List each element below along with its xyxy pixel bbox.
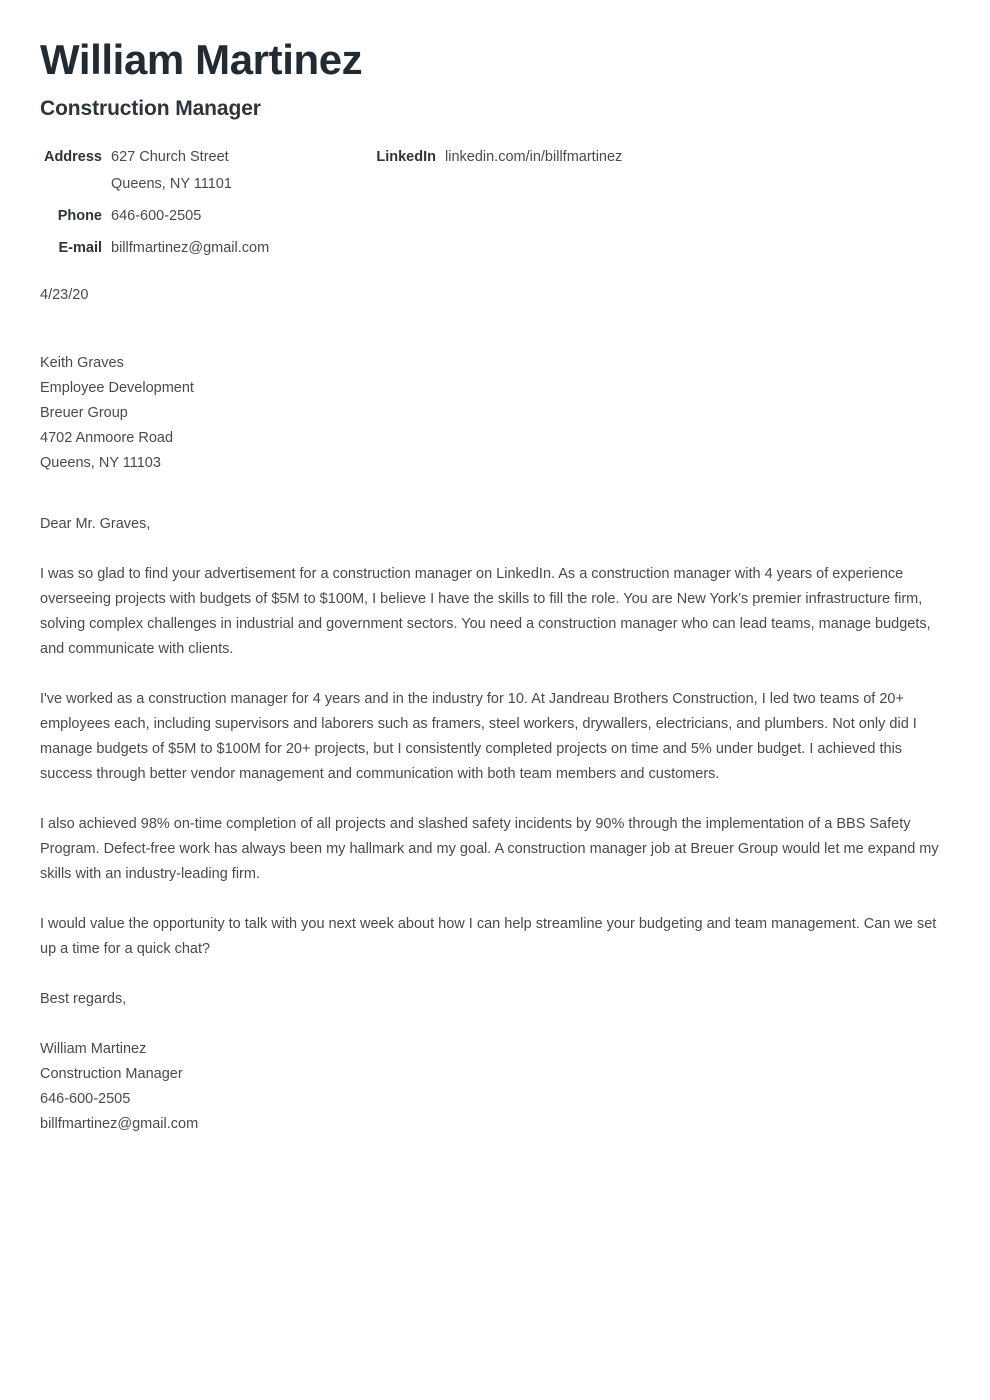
phone-label: Phone [57,208,102,225]
recipient-block [40,351,950,476]
letter-paragraph-1: I was so glad to find your advertisement for a construction manager on LinkedIn. As a construction manager with 4 years of experience overseeing projects with budgets of $5M to $100M, I believe I have the skills to fill the role. You are New York’s premier infrastructure firm, solving complex challenges in industrial and government sectors. You need a construction manager who can lead teams, manage budgets, and communicate with clients. [40,566,931,658]
contact-column-right [366,147,622,168]
phone-value: 646-600-2505 [111,208,202,225]
recipient-name: Keith Graves [40,355,124,372]
contact-row-address [40,147,366,168]
signature-job-title: Construction Manager [40,1066,183,1083]
email-value[interactable]: billfmartinez@gmail.com [111,240,270,257]
signature-name: William Martinez [40,1041,147,1058]
contact-row-address-continued [40,174,366,195]
linkedin-label: LinkedIn [376,149,436,166]
salutation: Dear Mr. Graves, [40,516,151,533]
letter-paragraph-4: I would value the opportunity to talk with you next week about how I can help streamline your budgeting and team management. Can we set up a time for a quick chat? [40,916,937,958]
contact-row-linkedin [366,147,622,168]
letter-paragraph-2: I've worked as a construction manager for 4 years and in the industry for 10. At Jandreau Brothers Construction, I led two teams of 20+ employees each, including supervisors and laborers such as framers, steel workers, drywallers, electricians, and plumbers. Not only did I manage budgets of $5M to $100M for 20+ projects, but I consistently completed projects on time and 5% under budget. I achieved this success through better vendor management and communication with both team members and customers. [40,691,917,783]
page-title: William Martinez [40,36,363,83]
applicant-job-title: Construction Manager [40,97,261,121]
address-line-2: Queens, NY 11101 [111,176,232,193]
recipient-department: Employee Development [40,380,194,397]
signature-phone: 646-600-2505 [40,1091,131,1108]
email-label: E-mail [58,240,102,257]
contact-block [40,147,950,259]
recipient-company: Breuer Group [40,405,128,422]
linkedin-value[interactable]: linkedin.com/in/billfmartinez [445,149,623,166]
letter-paragraph-3: I also achieved 98% on-time completion of all projects and slashed safety incidents by 90% through the implementation of a BBS Safety Program. Defect-free work has always been my hallmark and my goal. A construction manager job at Breuer Group would let me expand my skills with an industry-leading firm. [40,816,939,883]
contact-column-left [40,147,366,259]
signature-email[interactable]: billfmartinez@gmail.com [40,1116,199,1133]
contact-row-phone [40,206,366,227]
signoff: Best regards, [40,991,127,1008]
recipient-street: 4702 Anmoore Road [40,430,174,447]
address-line-1: 627 Church Street [111,149,229,166]
contact-row-email [40,238,366,259]
signature-block [40,1037,950,1137]
recipient-city-state-zip: Queens, NY 11103 [40,455,161,472]
address-label: Address [43,149,102,166]
letter-date: 4/23/20 [40,287,89,304]
